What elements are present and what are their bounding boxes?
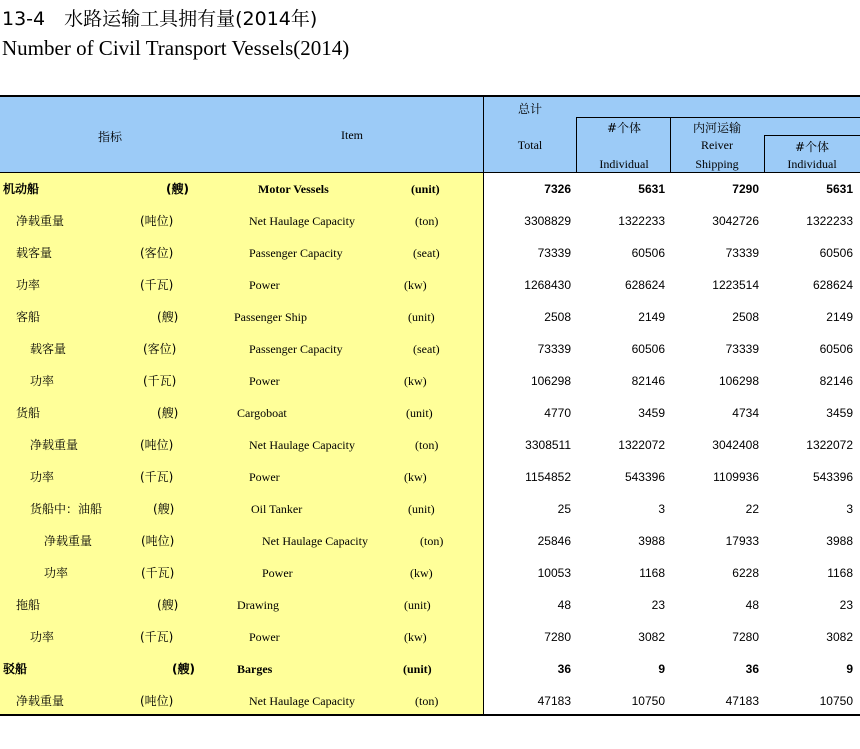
table-row: [0, 365, 860, 397]
row-river: 106298: [718, 374, 759, 388]
row-river: 36: [745, 662, 759, 676]
row-unit-en: (seat): [413, 342, 440, 356]
row-river-individual: 1322072: [806, 438, 853, 452]
row-unit-cn: (千瓦): [143, 374, 177, 388]
row-unit-en: (ton): [415, 438, 439, 452]
row-river: 7280: [732, 630, 759, 644]
table-row: [0, 525, 860, 557]
row-indicator-cn: 载客量: [30, 342, 67, 356]
row-item-en: Power: [249, 278, 280, 292]
row-item-en: Power: [249, 470, 280, 484]
table-row: [0, 429, 860, 461]
row-river-individual: 82146: [819, 374, 853, 388]
row-indicator-cn: 货船中：油船: [30, 502, 103, 516]
row-river-individual: 3459: [826, 406, 853, 420]
row-river: 3042408: [712, 438, 759, 452]
row-individual: 23: [651, 598, 665, 612]
row-individual: 2149: [638, 310, 665, 324]
row-unit-cn: (艘): [157, 406, 179, 420]
row-unit-en: (ton): [415, 694, 439, 708]
row-indicator-cn: 功率: [30, 630, 55, 644]
table-row: [0, 237, 860, 269]
row-river-individual: 5631: [826, 182, 853, 196]
row-item-en: Drawing: [237, 598, 279, 612]
row-item-en: Motor Vessels: [258, 182, 329, 196]
row-river: 2508: [732, 310, 759, 324]
row-unit-en: (unit): [408, 310, 435, 324]
row-unit-en: (kw): [404, 630, 427, 644]
row-river-individual: 23: [839, 598, 853, 612]
header-total-en: Total: [517, 138, 543, 152]
table-row: [0, 397, 860, 429]
table-row: [0, 173, 860, 205]
row-unit-cn: (吨位): [141, 534, 175, 548]
row-unit-cn: (吨位): [140, 438, 174, 452]
row-indicator-cn: 功率: [30, 374, 55, 388]
table-row: [0, 685, 860, 717]
row-unit-en: (kw): [404, 374, 427, 388]
row-unit-en: (ton): [420, 534, 444, 548]
row-item-en: Power: [249, 630, 280, 644]
row-total: 7326: [544, 182, 571, 196]
row-item-en: Passenger Capacity: [249, 246, 343, 260]
row-item-en: Barges: [237, 662, 273, 676]
row-unit-en: (unit): [408, 502, 435, 516]
row-unit-cn: (吨位): [140, 694, 174, 708]
row-unit-cn: (千瓦): [140, 470, 174, 484]
row-river-individual: 1168: [827, 566, 853, 580]
row-individual: 628624: [624, 278, 665, 292]
row-individual: 60506: [631, 342, 665, 356]
row-unit-en: (unit): [404, 598, 431, 612]
header-river-en2: Shipping: [695, 157, 739, 171]
row-river-individual: 9: [846, 662, 853, 676]
table-row: [0, 653, 860, 685]
row-total: 48: [557, 598, 571, 612]
row-indicator-cn: 功率: [30, 470, 55, 484]
row-river-individual: 1322233: [806, 214, 853, 228]
row-river: 7290: [732, 182, 759, 196]
row-individual: 543396: [624, 470, 665, 484]
row-unit-cn: (艘): [153, 502, 175, 516]
table-row: [0, 493, 860, 525]
table-row: [0, 589, 860, 621]
row-total: 2508: [544, 310, 571, 324]
row-item-en: Net Haulage Capacity: [262, 534, 368, 548]
row-total: 3308511: [525, 438, 571, 452]
row-indicator-cn: 功率: [44, 566, 69, 580]
table-title-cn: 13-4 水路运输工具拥有量(2014年): [2, 8, 318, 30]
row-indicator-cn: 净载重量: [30, 438, 79, 452]
row-total: 47183: [537, 694, 571, 708]
row-item-en: Oil Tanker: [251, 502, 303, 516]
row-indicator-cn: 货船: [16, 406, 41, 420]
row-unit-cn: (客位): [140, 246, 174, 260]
row-unit-en: (kw): [404, 278, 427, 292]
row-individual: 3: [658, 502, 665, 516]
row-total: 10053: [537, 566, 571, 580]
row-unit-cn: (艘): [172, 662, 195, 676]
table-row: [0, 205, 860, 237]
row-indicator-cn: 净载重量: [16, 214, 65, 228]
row-river: 73339: [725, 342, 759, 356]
row-indicator-cn: 客船: [16, 310, 41, 324]
row-total: 73339: [537, 342, 571, 356]
row-individual: 1168: [639, 566, 665, 580]
row-unit-en: (unit): [403, 662, 432, 676]
row-indicator-cn: 功率: [16, 278, 41, 292]
row-total: 25846: [537, 534, 571, 548]
header-individual-en: Individual: [599, 157, 649, 171]
table-row: [0, 557, 860, 589]
row-river: 6228: [732, 566, 759, 580]
row-item-en: Net Haulage Capacity: [249, 214, 355, 228]
row-item-en: Power: [249, 374, 280, 388]
row-river-individual: 3988: [826, 534, 853, 548]
row-river-individual: 2149: [826, 310, 853, 324]
header-river-en1: Reiver: [701, 138, 733, 152]
row-item-en: Net Haulage Capacity: [249, 438, 355, 452]
table-row: [0, 269, 860, 301]
header-river-individual-en: Individual: [787, 157, 837, 171]
row-river: 22: [745, 502, 759, 516]
row-individual: 5631: [638, 182, 665, 196]
row-total: 106298: [530, 374, 571, 388]
row-indicator-cn: 驳船: [3, 662, 28, 676]
row-river: 17933: [725, 534, 759, 548]
row-river: 48: [745, 598, 759, 612]
row-river: 3042726: [712, 214, 759, 228]
header-river-individual-cn: #个体: [794, 140, 830, 154]
table-row: [0, 301, 860, 333]
row-total: 36: [557, 662, 571, 676]
header-total-cn: 总计: [517, 102, 543, 116]
row-unit-cn: (千瓦): [141, 566, 175, 580]
row-total: 3308829: [524, 214, 571, 228]
row-unit-cn: (吨位): [140, 214, 174, 228]
header-river-cn: 内河运输: [692, 121, 742, 135]
row-individual: 1322233: [618, 214, 665, 228]
row-individual: 9: [658, 662, 665, 676]
row-river: 47183: [725, 694, 759, 708]
table-row: [0, 461, 860, 493]
row-river-individual: 628624: [812, 278, 853, 292]
header-indicator: 指标: [97, 130, 123, 144]
row-total: 1154852: [525, 470, 571, 484]
row-individual: 1322072: [618, 438, 665, 452]
row-indicator-cn: 净载重量: [44, 534, 93, 548]
row-river: 1109936: [713, 470, 759, 484]
row-item-en: Cargoboat: [237, 406, 287, 420]
row-indicator-cn: 机动船: [3, 182, 40, 196]
row-indicator-cn: 载客量: [16, 246, 53, 260]
row-unit-cn: (艘): [157, 598, 179, 612]
row-total: 4770: [544, 406, 571, 420]
header-item: Item: [341, 128, 363, 142]
header-individual-cn: #个体: [606, 121, 642, 135]
row-unit-cn: (客位): [143, 342, 177, 356]
row-unit-cn: (千瓦): [140, 630, 174, 644]
row-river-individual: 60506: [819, 246, 853, 260]
row-item-en: Passenger Ship: [234, 310, 307, 324]
row-indicator-cn: 拖船: [16, 598, 41, 612]
row-item-en: Passenger Capacity: [249, 342, 343, 356]
row-total: 73339: [537, 246, 571, 260]
table-bottom-border: [0, 714, 860, 716]
row-unit-en: (seat): [413, 246, 440, 260]
row-item-en: Power: [262, 566, 293, 580]
row-unit-en: (kw): [410, 566, 433, 580]
table-row: [0, 333, 860, 365]
row-total: 1268430: [524, 278, 571, 292]
row-river-individual: 3: [846, 502, 853, 516]
row-individual: 3459: [638, 406, 665, 420]
row-unit-en: (ton): [415, 214, 439, 228]
row-individual: 82146: [631, 374, 665, 388]
table-row: [0, 621, 860, 653]
row-individual: 3988: [638, 534, 665, 548]
row-unit-en: (unit): [406, 406, 433, 420]
table-header: [0, 95, 860, 173]
row-total: 25: [557, 502, 571, 516]
row-individual: 10750: [631, 694, 665, 708]
row-unit-en: (kw): [404, 470, 427, 484]
row-river: 4734: [732, 406, 759, 420]
row-indicator-cn: 净载重量: [16, 694, 65, 708]
row-river: 73339: [725, 246, 759, 260]
row-total: 7280: [544, 630, 571, 644]
table-title-en: Number of Civil Transport Vessels(2014): [2, 36, 350, 60]
row-unit-cn: (千瓦): [140, 278, 174, 292]
row-unit-cn: (艘): [166, 182, 189, 196]
row-unit-en: (unit): [411, 182, 440, 196]
row-unit-cn: (艘): [157, 310, 179, 324]
row-river-individual: 10750: [819, 694, 853, 708]
row-river-individual: 60506: [819, 342, 853, 356]
row-river-individual: 543396: [812, 470, 853, 484]
row-river: 1223514: [712, 278, 759, 292]
row-river-individual: 3082: [826, 630, 853, 644]
row-individual: 3082: [638, 630, 665, 644]
row-individual: 60506: [631, 246, 665, 260]
row-item-en: Net Haulage Capacity: [249, 694, 355, 708]
